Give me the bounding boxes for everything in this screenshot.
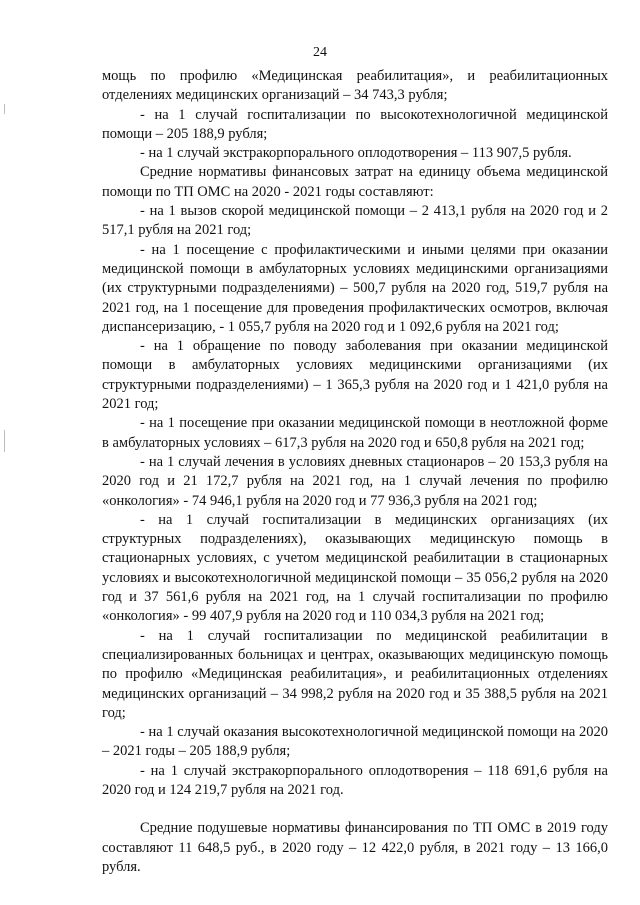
- paragraph-cost-standards-intro: Средние нормативы финансовых затрат на единицу объема медицинской помощи по ТП ОМС на 2020 - 2021 годы составляют:: [102, 164, 608, 200]
- paragraph-rehab-hospitalization: - на 1 случай госпитализации по медицинской реабилитации в специализированных больницах и центрах, оказывающих медицинскую помощь по профилю «Медицинская реабилитация», и реабилитационных отделениях медицинских организаций – 34 998,2 рубля на 2020 год и 35 388,5 рубля на 2021 год;: [102, 627, 608, 721]
- paragraph-ambulance-call: - на 1 вызов скорой медицинской помощи – 2 413,1 рубля на 2020 год и 2 517,1 рубля на 2021 год;: [102, 203, 608, 239]
- paragraph-ivf-cost: - на 1 случай экстракорпорального оплодотворения – 113 907,5 рубля.: [140, 145, 572, 162]
- paragraph-ivf-standard: - на 1 случай экстракорпорального оплодотворения – 118 691,6 рубля на 2020 год и 124 219,7 рубля на 2021 год.: [102, 762, 608, 798]
- paragraph-hightech-hospitalization: - на 1 случай госпитализации по высокотехнологичной медицинской помощи – 205 188,9 рубля;: [102, 106, 608, 142]
- margin-mark-bottom: [4, 430, 5, 452]
- paragraph-rehab-departments: мощь по профилю «Медицинская реабилитация», и реабилитационных отделениях медицинских организаций – 34 743,3 рубля;: [102, 68, 608, 104]
- document-body: [102, 67, 608, 877]
- paragraph-urgent-visit: - на 1 посещение при оказании медицинской помощи в неотложной форме в амбулаторных условиях – 617,3 рубля на 2020 год и 650,8 рубля на 2021 год;: [102, 415, 608, 451]
- paragraph-preventive-visit: - на 1 посещение с профилактическими и иными целями при оказании медицинской помощи в амбулаторных условиях медицинскими организациями (их структурными подразделениями) – 500,7 рубля на 2020 год, 519,7 рубля на 2021 год, на 1 посещение для проведения профилактических осмотров, включая диспансеризацию, - 1 055,7 рубля на 2020 год и 1 092,6 рубля на 2021 год;: [102, 241, 608, 335]
- paragraph-day-hospital: - на 1 случай лечения в условиях дневных стационаров – 20 153,3 рубля на 2020 год и 21 172,7 рубля на 2021 год, на 1 случай лечения по профилю «онкология» - 74 946,1 рубля на 2020 год и 77 936,3 рубля на 2021 год;: [102, 453, 608, 509]
- paragraph-per-capita-standards: Средние подушевые нормативы финансирования по ТП ОМС в 2019 году составляют 11 648,5 руб., в 2020 году – 12 422,0 рубля, в 2021 году – 13 166,0 рубля.: [102, 820, 608, 875]
- paragraph-hightech-care: - на 1 случай оказания высокотехнологичной медицинской помощи на 2020 – 2021 годы – 205 188,9 рубля;: [102, 724, 608, 760]
- margin-mark-top: [4, 104, 5, 114]
- paragraph-inpatient-hospitalization: - на 1 случай госпитализации в медицинских организациях (их структурных подразделениях), оказывающих медицинскую помощь в стационарных условиях, с учетом медицинской реабилитации в стационарных условиях и высокотехнологичной медицинской помощи – 35 056,2 рубля на 2020 год и 37 561,6 рубля на 2021 год, на 1 случай госпитализации по профилю «онкология» - 99 407,9 рубля на 2020 год и 110 034,3 рубля на 2021 год;: [102, 511, 608, 625]
- paragraph-disease-appeal: - на 1 обращение по поводу заболевания при оказании медицинской помощи в амбулаторных условиях медицинскими организациями (их структурными подразделениями) – 1 365,3 рубля на 2020 год и 1 421,0 рубля на 2021 год;: [102, 338, 608, 413]
- page-number: 24: [313, 45, 327, 60]
